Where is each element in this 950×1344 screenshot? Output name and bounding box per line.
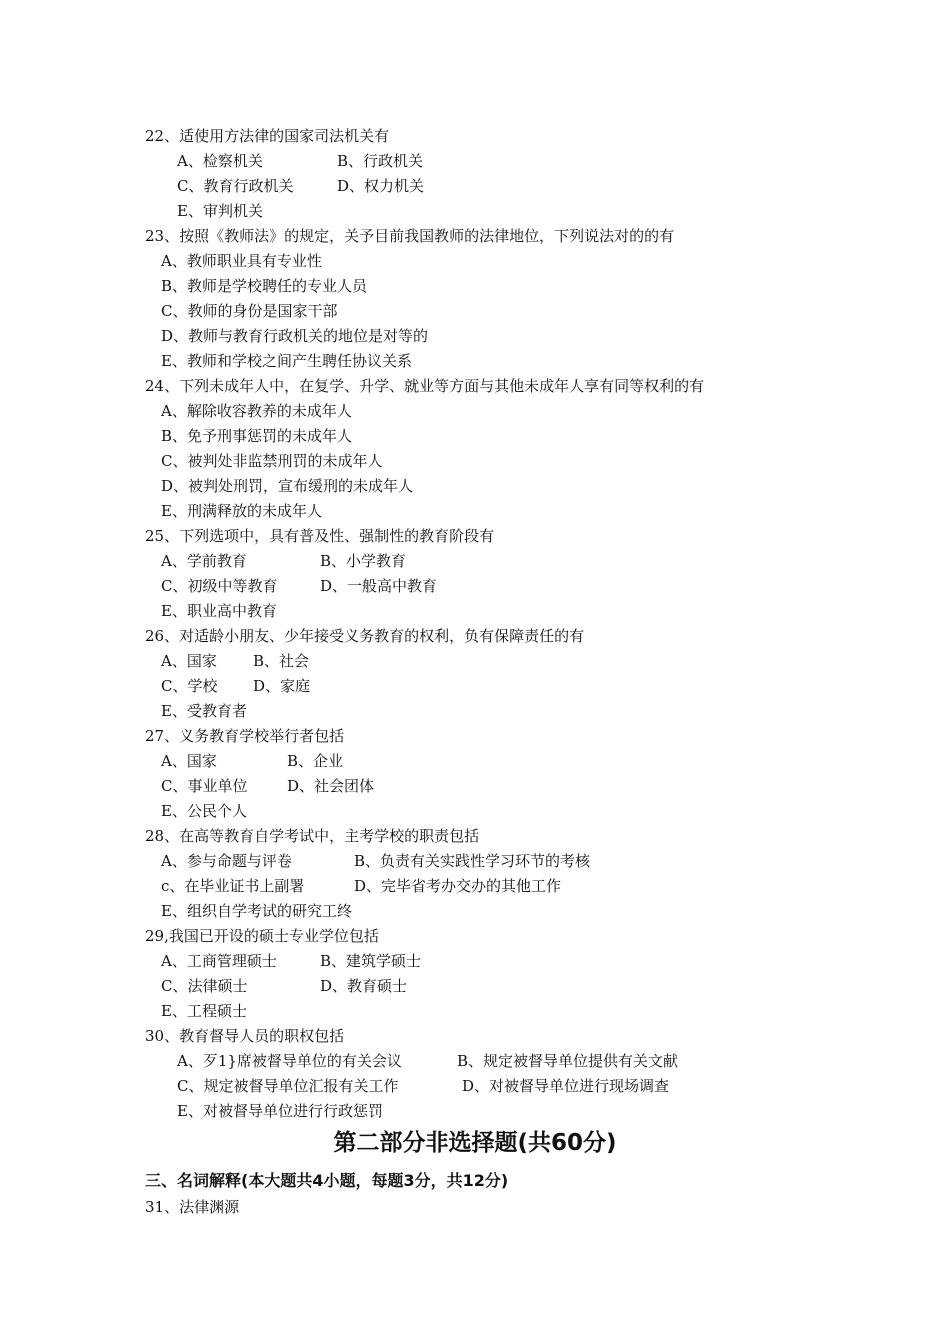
q26-option-b: B、社会 <box>253 652 310 670</box>
q27-stem: 27、义务教育学校举行者包括 <box>145 727 345 745</box>
q22-option-c: C、教育行政机关 <box>177 177 294 195</box>
q30-option-a: A、歹1}席被督导单位的有关会议 <box>177 1052 402 1070</box>
q27-option-b: B、企业 <box>287 752 344 770</box>
q28-option-a: A、参与命题与评卷 <box>161 852 292 870</box>
q30-option-b: B、规定被督导单位提供有关文献 <box>457 1052 679 1070</box>
q27-option-c: C、事业单位 <box>161 777 248 795</box>
q25-option-a: A、学前教育 <box>161 552 247 570</box>
q23-option-e: E、教师和学校之间产生聘任协议关系 <box>161 352 412 370</box>
q29-option-a: A、工商管理硕士 <box>161 952 277 970</box>
q28-option-e: E、组织自学考试的研究工终 <box>161 902 352 920</box>
q27-option-d: D、社会团体 <box>287 777 375 795</box>
q24-option-c: C、被判处非监禁刑罚的未成年人 <box>161 452 383 470</box>
q25-option-e: E、职业高中教育 <box>161 602 277 620</box>
q26-stem: 26、对适龄小朋友、少年接受义务教育的权利，负有保障责任的有 <box>145 627 585 645</box>
q26-option-a: A、国家 <box>161 652 217 670</box>
q27-option-e: E、公民个人 <box>161 802 247 820</box>
q22-stem: 22、适使用方法律的国家司法机关有 <box>145 127 390 145</box>
q26-option-e: E、受教育者 <box>161 702 247 720</box>
q23-option-b: B、教师是学校聘任的专业人员 <box>161 277 368 295</box>
q30-stem: 30、教育督导人员的职权包括 <box>145 1027 345 1045</box>
q30-option-c: C、规定被督导单位汇报有关工作 <box>177 1077 399 1095</box>
q25-option-c: C、初级中等教育 <box>161 577 278 595</box>
q24-option-a: A、解除收容教养的未成年人 <box>161 402 352 420</box>
q22-option-b: B、行政机关 <box>337 152 424 170</box>
q28-option-c: c、在毕业证书上副署 <box>161 877 305 895</box>
q28-stem: 28、在高等教育自学考试中，主考学校的职责包括 <box>145 827 480 845</box>
q22-option-a: A、检察机关 <box>177 152 263 170</box>
q25-option-b: B、小学教育 <box>320 552 407 570</box>
q27-option-a: A、国家 <box>161 752 217 770</box>
q24-option-e: E、刑满释放的未成年人 <box>161 502 322 520</box>
q30-option-d: D、对被督导单位进行现场调查 <box>462 1077 670 1095</box>
q24-option-d: D、被判处刑罚，宣布缓刑的未成年人 <box>161 477 414 495</box>
q26-option-c: C、学校 <box>161 677 218 695</box>
q22-option-e: E、审判机关 <box>177 202 263 220</box>
q22-option-d: D、权力机关 <box>337 177 425 195</box>
q31-stem: 31、法律渊源 <box>145 1198 240 1216</box>
q28-option-b: B、负责有关实践性学习环节的考核 <box>354 852 591 870</box>
section-three-title: 三、名词解释(本大题共4小题，每题3分，共12分) <box>145 1171 509 1190</box>
q29-option-c: C、法律硕士 <box>161 977 248 995</box>
q26-option-d: D、家庭 <box>253 677 311 695</box>
q25-option-d: D、一般高中教育 <box>320 577 438 595</box>
q24-stem: 24、下列未成年人中，在复学、升学、就业等方面与其他未成年人享有同等权利的有 <box>145 377 705 395</box>
q23-option-c: C、教师的身份是国家干部 <box>161 302 338 320</box>
q29-option-b: B、建筑学硕士 <box>320 952 422 970</box>
q23-option-d: D、教师与教育行政机关的地位是对等的 <box>161 327 429 345</box>
q30-option-e: E、对被督导单位进行行政惩罚 <box>177 1102 383 1120</box>
q29-option-e: E、工程硕士 <box>161 1002 247 1020</box>
q23-option-a: A、教师职业具有专业性 <box>161 252 322 270</box>
q28-option-d: D、完毕省考办交办的其他工作 <box>354 877 562 895</box>
q25-stem: 25、下列选项中，具有普及性、强制性的教育阶段有 <box>145 527 495 545</box>
part-two-title: 第二部分非选择题(共60分) <box>333 1130 617 1156</box>
q29-stem: 29,我国已开设的硕士专业学位包括 <box>145 927 379 945</box>
q24-option-b: B、免予刑事惩罚的未成年人 <box>161 427 353 445</box>
q23-stem: 23、按照《教师法》的规定，关予目前我国教师的法律地位，下列说法对的的有 <box>145 227 675 245</box>
q29-option-d: D、教育硕士 <box>320 977 408 995</box>
